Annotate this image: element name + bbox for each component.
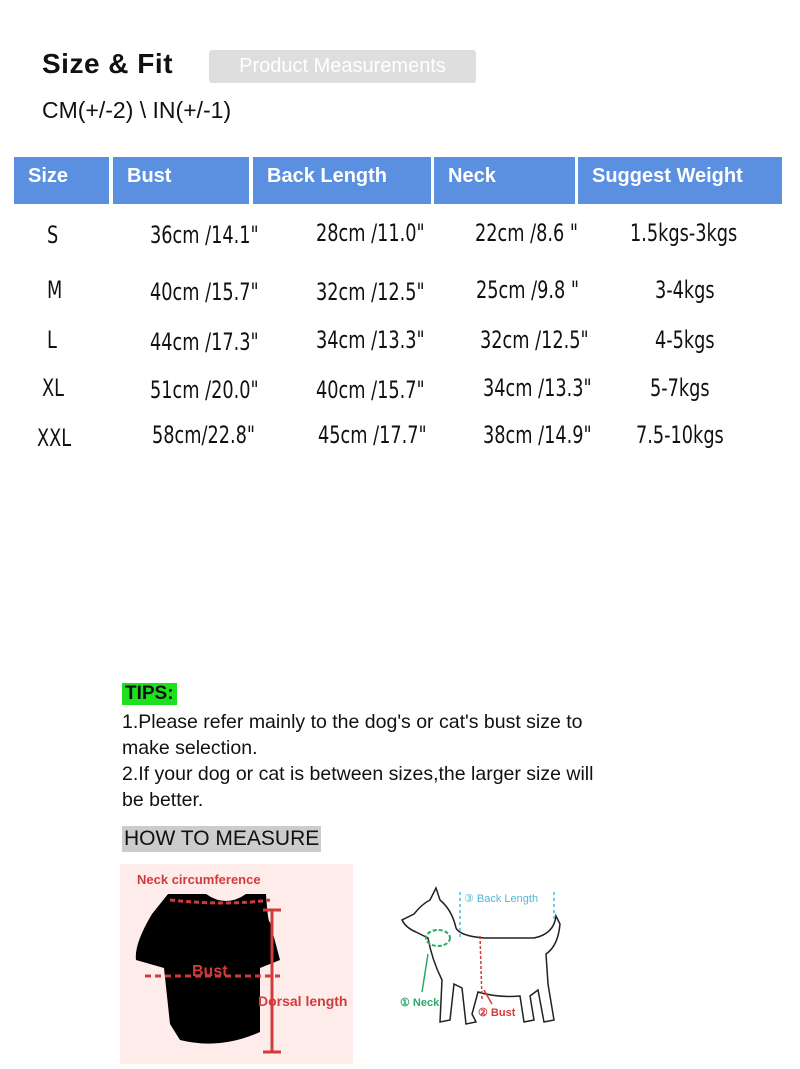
neck-pointer — [422, 954, 428, 992]
neck-circumference-label: Neck circumference — [137, 872, 261, 887]
cell-bust: 40cm /15.7" — [150, 278, 259, 306]
column-header-neck: Neck — [434, 157, 575, 204]
dog-outline-illustration — [388, 880, 573, 1045]
cell-bust: 58cm/22.8" — [152, 421, 256, 449]
bust-label: Bust — [192, 963, 228, 980]
column-header-size: Size — [14, 157, 109, 204]
cell-neck: 25cm /9.8 " — [476, 276, 580, 304]
cell-neck: 22cm /8.6 " — [475, 219, 579, 247]
bust-pointer — [484, 990, 492, 1004]
tolerance-note: CM(+/-2) \ IN(+/-1) — [42, 97, 232, 123]
cell-suggest-weight: 1.5kgs-3kgs — [630, 219, 738, 247]
tip-line: be better. — [122, 789, 204, 811]
column-header-suggest-weight: Suggest Weight — [578, 157, 782, 204]
cell-size: L — [47, 326, 57, 354]
back-length-label: ③ Back Length — [464, 893, 539, 905]
column-header-bust: Bust — [113, 157, 249, 204]
neck-measure-ring — [426, 930, 450, 946]
tips-label: TIPS: — [122, 683, 177, 705]
shirt-measure-diagram — [120, 864, 353, 1064]
cell-size: S — [47, 221, 59, 249]
size-table-header — [14, 157, 782, 204]
bust-measure-line — [480, 936, 482, 1000]
cell-suggest-weight: 7.5-10kgs — [636, 421, 724, 449]
tip-line: 2.If your dog or cat is between sizes,the larger size will — [122, 763, 594, 785]
cell-neck: 38cm /14.9" — [483, 421, 592, 449]
cell-suggest-weight: 5-7kgs — [650, 374, 710, 402]
bust-label: ② Bust — [478, 1007, 516, 1019]
cell-size: M — [47, 276, 63, 304]
cell-bust: 36cm /14.1" — [150, 221, 259, 249]
column-header-back-length: Back Length — [253, 157, 431, 204]
cell-neck: 34cm /13.3" — [483, 374, 592, 402]
cell-back-length: 28cm /11.0" — [316, 219, 425, 247]
cell-bust: 51cm /20.0" — [150, 376, 259, 404]
cell-size: XXL — [37, 424, 72, 452]
cell-size: XL — [42, 374, 64, 402]
how-to-measure-heading: HOW TO MEASURE — [124, 827, 320, 850]
tip-line: 1.Please refer mainly to the dog's or cat's bust size to — [122, 711, 583, 733]
pet-shirt-illustration — [120, 864, 353, 1064]
cell-neck: 32cm /12.5" — [480, 326, 589, 354]
product-measurements-badge: Product Measurements — [209, 50, 476, 83]
cell-back-length: 34cm /13.3" — [316, 326, 425, 354]
cell-suggest-weight: 4-5kgs — [655, 326, 715, 354]
cell-bust: 44cm /17.3" — [150, 328, 259, 356]
neck-label: ① Neck — [400, 997, 440, 1009]
cell-back-length: 45cm /17.7" — [318, 421, 427, 449]
dog-measure-diagram — [388, 880, 573, 1045]
page-title: Size & Fit — [42, 48, 174, 79]
cell-back-length: 32cm /12.5" — [316, 278, 425, 306]
cell-back-length: 40cm /15.7" — [316, 376, 425, 404]
cell-suggest-weight: 3-4kgs — [655, 276, 715, 304]
tip-line: make selection. — [122, 737, 258, 759]
dorsal-length-label: Dorsal length — [258, 993, 348, 1009]
